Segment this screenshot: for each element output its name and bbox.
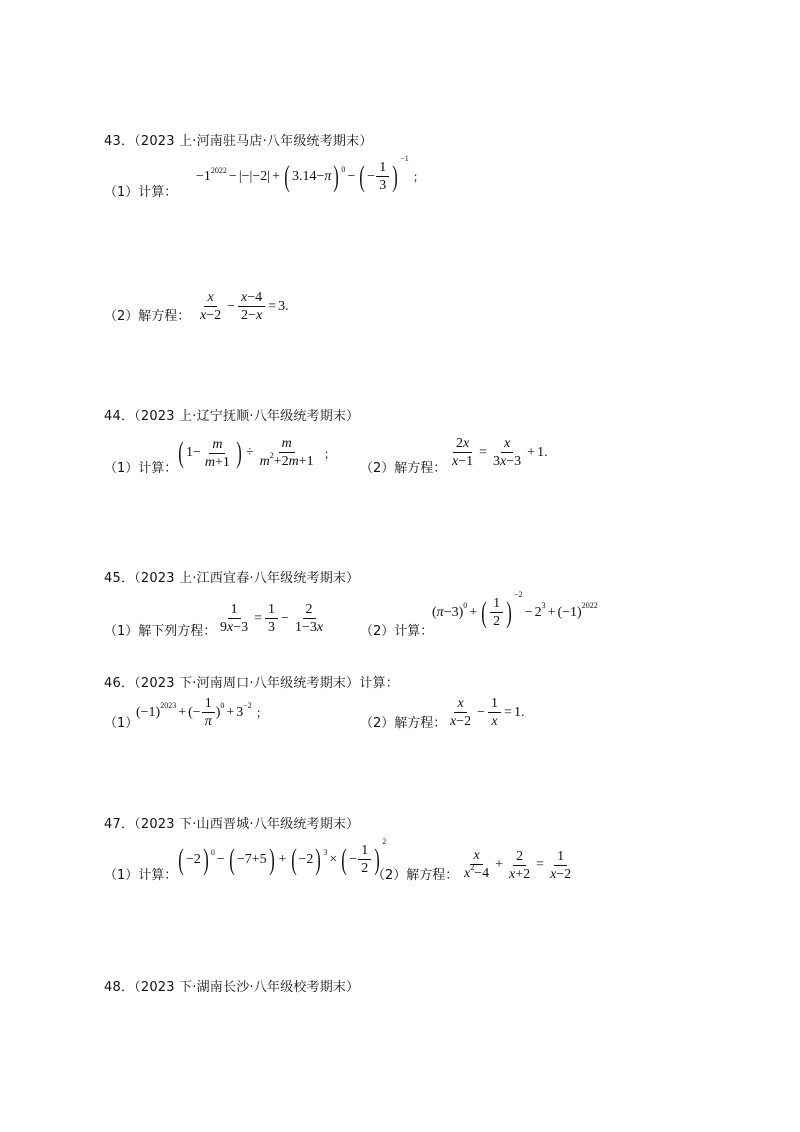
q43-part1-expression: $-1^{2022}$ − | − | −2 | + ( 3.14− π ) 0 − ( − $\frac{1}{3}$ ) −1 ； [196, 154, 425, 193]
q46-part2-period: . [520, 704, 525, 720]
q46-part1-semicolon: ； [255, 706, 268, 720]
q45-part2-expression: ( π −3) 0 + ( $\frac{1}{2}$ ) −2 − 2 3 + (−1) 2022 [432, 590, 598, 629]
q46-part1-expression: (−1) 2023 + (− $\frac{1}{\pi}$ ) 0 + 3 −2 ； [136, 696, 268, 729]
question-44-title: 44．（2023 上·辽宁抚顺·八年级统考期末） [104, 409, 360, 424]
question-43-title: 43．（2023 上·河南驻马店·八年级统考期末） [104, 134, 373, 149]
question-48-title: 48．（2023 下·湖南长沙·八年级校考期末） [104, 980, 360, 995]
q43-part2-label: （2）解方程： [104, 309, 191, 324]
q44-part1-semicolon: ； [323, 446, 336, 461]
q44-part2-period: . [544, 444, 548, 460]
question-45-title: 45．（2023 上·江西宜春·八年级统考期末） [104, 571, 360, 586]
q47-part1-expression: ( −2 ) 0 − ( −7+5 ) + ( −2 ) 3 × ( − $\frac{1}{2}$ ) 2 [178, 837, 387, 876]
q43-part2-period: . [285, 298, 289, 314]
q45-part1-label: （1）解下列方程： [104, 624, 217, 639]
q46-part1-label: （1） [104, 716, 139, 731]
q44-part2-label: （2）解方程： [360, 461, 447, 476]
q47-part2-equation: $\frac{x}{x^2-4}$ + $\frac{2}{x+2}$ = $\frac{1}{x-2}$ [464, 848, 572, 882]
q45-part1-equation: $\frac{1}{9x-3}$ = $\frac{1}{3}$ − $\frac{2}{1-3x}$ [220, 602, 324, 635]
q43-part1-semicolon: ； [412, 170, 425, 184]
q44-part1-label: （1）计算： [104, 461, 178, 476]
q44-part1-expression: ( 1− $\frac{m}{m+1}$ ) ÷ $\frac{m}{m^2+2m+1}$ ； [178, 436, 336, 470]
question-46-title: 46．（2023 下·河南周口·八年级统考期末）计算： [104, 676, 399, 691]
q47-part2-label: （2）解方程： [372, 868, 459, 883]
q43-part1-label: （1）计算： [104, 185, 178, 200]
q46-part2-equation: $\frac{x}{x-2}$ − $\frac{1}{x}$ = 1 . [450, 696, 525, 729]
question-47-title: 47．（2023 下·山西晋城·八年级统考期末） [104, 817, 360, 832]
q47-part1-label: （1）计算： [104, 868, 178, 883]
q45-part2-label: （2）计算： [360, 624, 434, 639]
q43-part2-equation: $\frac{x}{x-2}$ − $\frac{x-4}{2-x}$ = 3 . [200, 290, 289, 323]
q46-part2-label: （2）解方程： [360, 716, 447, 731]
q44-part2-equation: $\frac{2x}{x-1}$ = $\frac{x}{3x-3}$ + 1 . [452, 436, 548, 469]
